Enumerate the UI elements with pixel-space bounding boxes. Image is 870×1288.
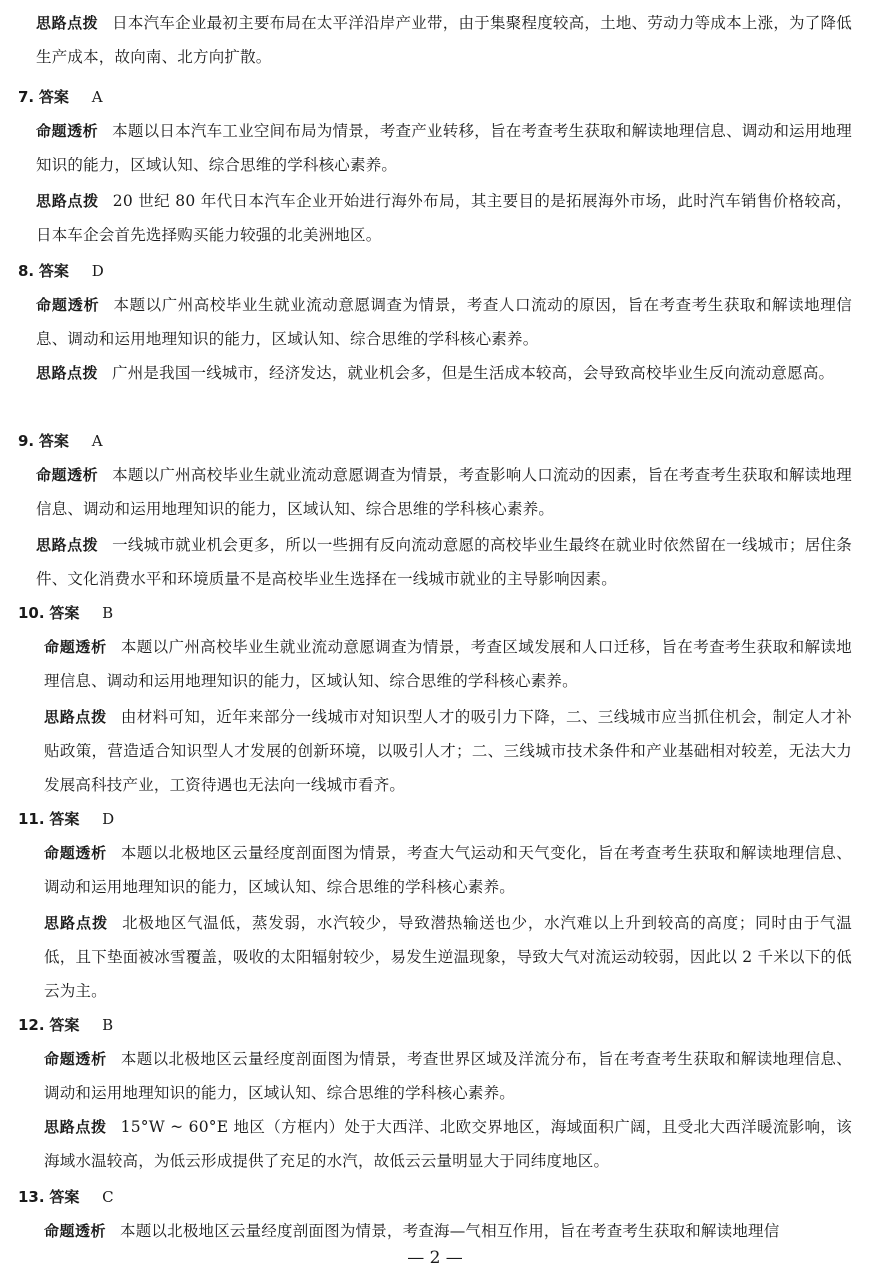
page-number: — 2 — <box>407 1248 463 1268</box>
label-mingti: 命题透析 <box>44 1222 107 1240</box>
question-11-answer <box>18 802 114 836</box>
label-silu: 思路点拨 <box>36 192 99 210</box>
label-mingti: 命题透析 <box>44 638 107 656</box>
analysis-intent-12 <box>44 1042 852 1110</box>
question-number: 11. <box>18 810 45 828</box>
paragraph-text: 由材料可知，近年来部分一线城市对知识型人才的吸引力下降，二、三线城市应当抓住机会，制定人才补贴政策，营造适合知识型人才发展的创新环境，以吸引人才；二、三线城市技术条件和产业基础相对较差，无法大力发展高科技产业，工资待遇也无法向一线城市看齐。 <box>44 708 852 794</box>
answer-value: C <box>102 1188 114 1206</box>
analysis-intent-8 <box>36 288 852 356</box>
answer-value: A <box>91 432 103 450</box>
question-8-answer <box>18 254 104 288</box>
label-silu: 思路点拨 <box>44 708 107 726</box>
paragraph-text: 本题以广州高校毕业生就业流动意愿调查为情景，考查区域发展和人口迁移，旨在考查考生获取和解读地理信息、调动和运用地理知识的能力，区域认知、综合思维的学科核心素养。 <box>44 638 852 690</box>
label-silu: 思路点拨 <box>36 536 99 554</box>
label-mingti: 命题透析 <box>44 1050 107 1068</box>
label-silu: 思路点拨 <box>44 1118 107 1136</box>
paragraph-text: 广州是我国一线城市，经济发达，就业机会多，但是生活成本较高，会导致高校毕业生反向流动意愿高。 <box>112 364 835 382</box>
label-silu: 思路点拨 <box>44 914 109 932</box>
analysis-intent-7 <box>36 114 852 182</box>
answer-label: 答案 <box>38 432 69 450</box>
answer-value: B <box>102 1016 114 1034</box>
question-number: 10. <box>18 604 45 622</box>
paragraph-text: 本题以广州高校毕业生就业流动意愿调查为情景，考查影响人口流动的因素，旨在考查考生获取和解读地理信息、调动和运用地理知识的能力，区域认知、综合思维的学科核心素养。 <box>36 466 852 518</box>
analysis-intent-13 <box>44 1214 852 1248</box>
label-silu: 思路点拨 <box>36 14 99 32</box>
answer-label: 答案 <box>49 1016 80 1034</box>
paragraph-text: 20 世纪 80 年代日本汽车企业开始进行海外布局，其主要目的是拓展海外市场，此时汽车销售价格较高，日本车企会首先选择购买能力较强的北美洲地区。 <box>36 192 852 244</box>
paragraph-text: 本题以广州高校毕业生就业流动意愿调查为情景，考查人口流动的原因，旨在考查考生获取和解读地理信息、调动和运用地理知识的能力，区域认知、综合思维的学科核心素养。 <box>36 296 852 348</box>
paragraph-text: 一线城市就业机会更多，所以一些拥有反向流动意愿的高校毕业生最终在就业时依然留在一线城市；居住条件、文化消费水平和环境质量不是高校毕业生选择在一线城市就业的主导影响因素。 <box>36 536 852 588</box>
answer-value: B <box>102 604 114 622</box>
label-mingti: 命题透析 <box>36 122 99 140</box>
paragraph-text: 本题以北极地区云量经度剖面图为情景，考查大气运动和天气变化，旨在考查考生获取和解读地理信息、调动和运用地理知识的能力，区域认知、综合思维的学科核心素养。 <box>44 844 852 896</box>
paragraph-text: 本题以北极地区云量经度剖面图为情景，考查世界区域及洋流分布，旨在考查考生获取和解读地理信息、调动和运用地理知识的能力，区域认知、综合思维的学科核心素养。 <box>44 1050 852 1102</box>
analysis-intent-10 <box>44 630 852 698</box>
question-number: 9. <box>18 432 35 450</box>
label-silu: 思路点拨 <box>36 364 99 382</box>
answer-label: 答案 <box>38 88 69 106</box>
analysis-intent-9 <box>36 458 852 526</box>
answer-label: 答案 <box>49 1188 80 1206</box>
question-9-answer <box>18 424 103 458</box>
analysis-hint-7 <box>36 184 852 252</box>
question-13-answer <box>18 1180 114 1214</box>
question-12-answer <box>18 1008 113 1042</box>
analysis-hint-12 <box>44 1110 852 1178</box>
paragraph-text: 北极地区气温低，蒸发弱，水汽较少，导致潜热输送也少，水汽难以上升到较高的高度；同时由于气温低，且下垫面被冰雪覆盖，吸收的太阳辐射较少，易发生逆温现象，导致大气对流运动较弱，因此以 2 千米以下的低云为主。 <box>44 914 852 1000</box>
question-number: 13. <box>18 1188 45 1206</box>
analysis-hint-6 <box>36 6 852 74</box>
analysis-intent-11 <box>44 836 852 904</box>
analysis-hint-9 <box>36 528 852 596</box>
answer-value: D <box>91 262 104 280</box>
analysis-hint-11 <box>44 906 852 1008</box>
paragraph-text: 本题以日本汽车工业空间布局为情景，考查产业转移，旨在考查考生获取和解读地理信息、调动和运用地理知识的能力，区域认知、综合思维的学科核心素养。 <box>36 122 852 174</box>
answer-value: D <box>102 810 115 828</box>
paragraph-text: 日本汽车企业最初主要布局在太平洋沿岸产业带，由于集聚程度较高，土地、劳动力等成本上涨，为了降低生产成本，故向南、北方向扩散。 <box>36 14 852 66</box>
label-mingti: 命题透析 <box>44 844 107 862</box>
label-mingti: 命题透析 <box>36 296 100 314</box>
answer-label: 答案 <box>49 604 80 622</box>
label-mingti: 命题透析 <box>36 466 99 484</box>
question-number: 12. <box>18 1016 45 1034</box>
answer-label: 答案 <box>49 810 80 828</box>
answer-label: 答案 <box>38 262 69 280</box>
answer-value: A <box>91 88 103 106</box>
paragraph-text: 本题以北极地区云量经度剖面图为情景，考查海—气相互作用，旨在考查考生获取和解读地理信 <box>120 1222 780 1240</box>
question-7-answer <box>18 80 103 114</box>
question-number: 7. <box>18 88 35 106</box>
paragraph-text: 15°W ~ 60°E 地区（方框内）处于大西洋、北欧交界地区，海域面积广阔，且受北大西洋暖流影响，该海域水温较高，为低云形成提供了充足的水汽，故低云云量明显大于同纬度地区。 <box>44 1118 852 1170</box>
analysis-hint-10 <box>44 700 852 802</box>
question-10-answer <box>18 596 113 630</box>
analysis-hint-8 <box>36 356 852 390</box>
question-number: 8. <box>18 262 35 280</box>
